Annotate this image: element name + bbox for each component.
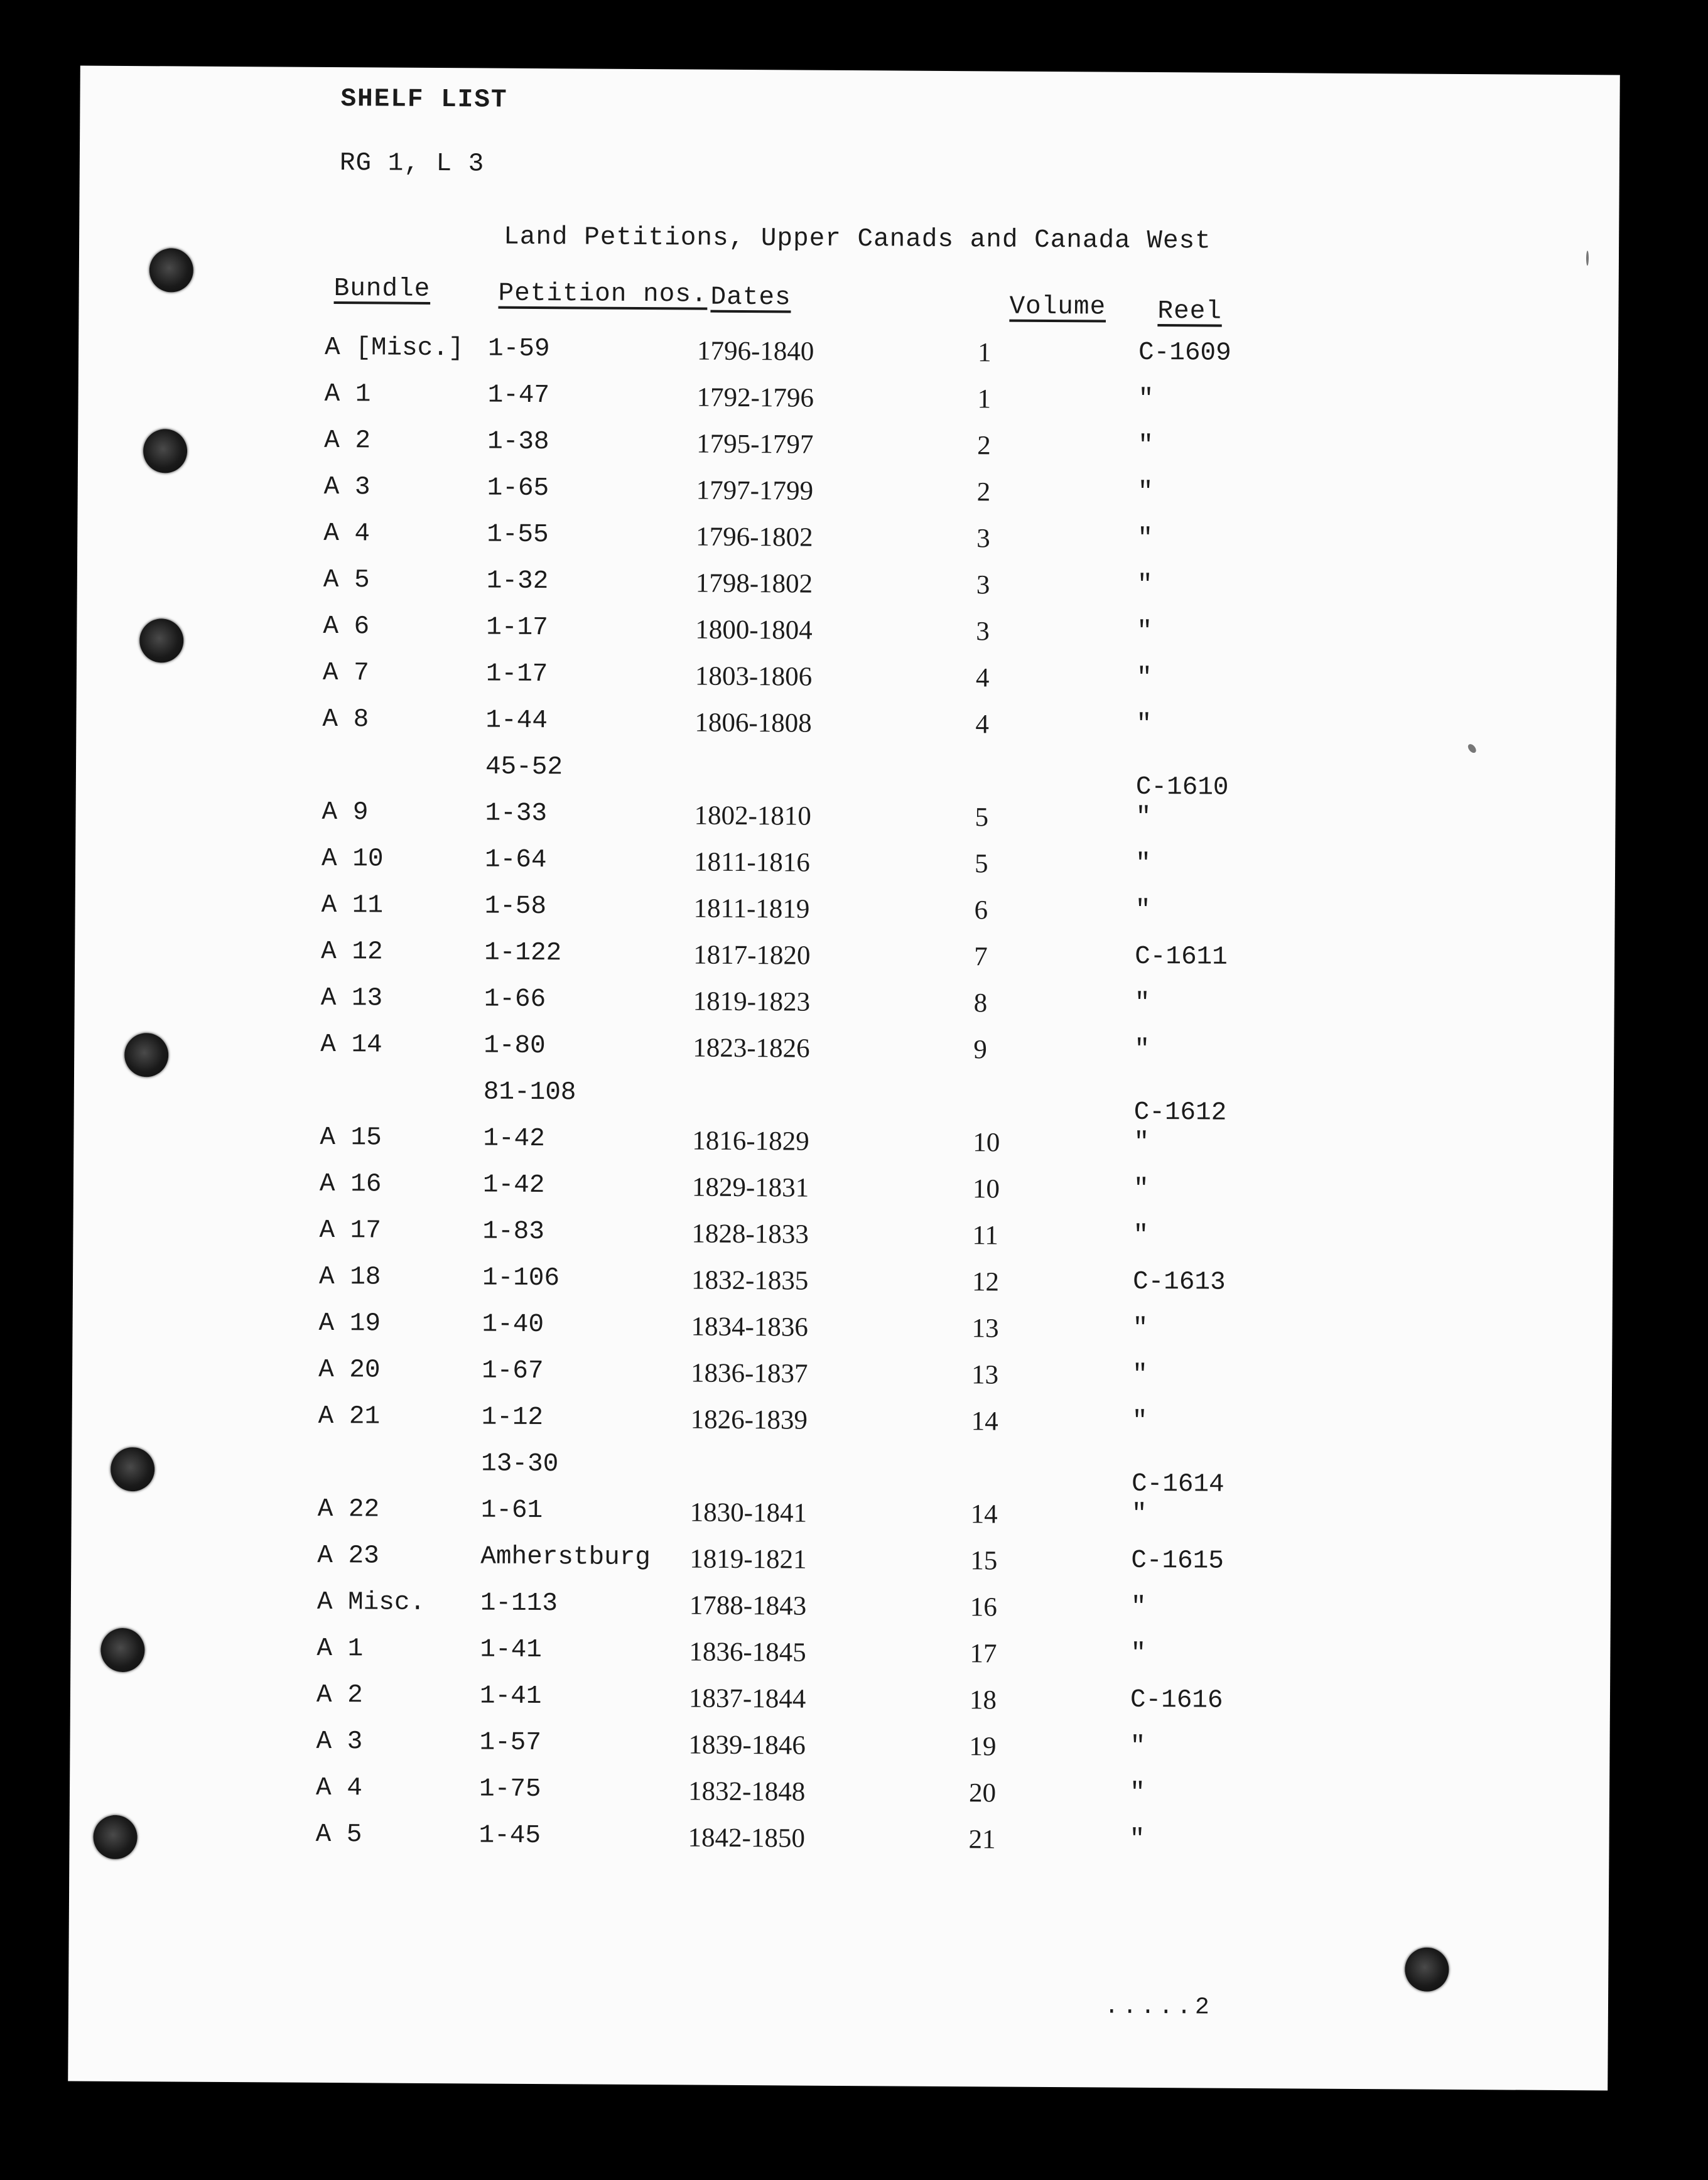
volume-cell: 13: [971, 1314, 999, 1344]
volume-cell: 16: [970, 1592, 997, 1622]
column-header-volume: Volume: [1009, 292, 1106, 322]
reel-cell: ": [1136, 663, 1152, 693]
bundle-cell: A 5: [315, 1820, 362, 1850]
reel-cell: ": [1135, 849, 1151, 878]
bundle-cell: A 20: [318, 1355, 381, 1385]
volume-cell: 3: [976, 524, 990, 554]
dates-cell: 1796-1840: [696, 336, 814, 367]
reel-cell: ": [1137, 524, 1154, 553]
bundle-cell: A 2: [324, 426, 371, 456]
petition-cell: 1-17: [486, 613, 548, 643]
dates-cell: 1823-1826: [693, 1033, 810, 1064]
page-continuation-marker: .....2: [1104, 1993, 1213, 2021]
petition-cell: Amherstburg: [480, 1542, 651, 1573]
petition-cell: 81-108: [483, 1077, 576, 1108]
petition-cell: 13-30: [481, 1449, 559, 1479]
petition-cell: 1-38: [487, 427, 549, 457]
volume-cell: 1: [977, 384, 992, 414]
ink-speck: [1586, 251, 1589, 266]
dates-cell: 1817-1820: [693, 940, 811, 971]
bundle-cell: A 9: [322, 797, 369, 828]
bundle-cell: A 6: [323, 612, 370, 642]
volume-cell: 13: [971, 1360, 999, 1390]
reel-cell: ": [1130, 1732, 1146, 1761]
bundle-cell: A 12: [321, 937, 383, 967]
reel-cell: ": [1137, 617, 1153, 646]
petition-cell: 1-61: [480, 1496, 543, 1526]
dates-cell: 1796-1802: [696, 522, 813, 553]
petition-cell: 1-75: [478, 1774, 541, 1805]
petition-cell: 1-32: [486, 566, 549, 596]
petition-cell: 1-113: [480, 1589, 558, 1619]
volume-cell: 3: [976, 617, 990, 647]
reel-cell: ": [1129, 1778, 1145, 1808]
bundle-cell: A [Misc.]: [324, 333, 464, 364]
dates-cell: 1803-1806: [695, 661, 813, 692]
reel-cell: ": [1134, 988, 1150, 1018]
dates-cell: 1837-1844: [688, 1683, 806, 1714]
bundle-cell: A 13: [320, 983, 383, 1013]
bundle-cell: A 7: [322, 658, 369, 688]
bundle-cell: A 23: [317, 1541, 379, 1571]
reel-cell: C-1615: [1131, 1546, 1224, 1576]
dates-cell: 1830-1841: [689, 1497, 808, 1528]
dates-cell: 1795-1797: [696, 429, 814, 460]
reel-cell: C-1614: [1131, 1469, 1224, 1499]
volume-cell: 6: [974, 895, 988, 925]
dates-cell: 1819-1821: [689, 1544, 807, 1575]
bundle-cell: A 16: [319, 1169, 382, 1199]
volume-cell: 2: [977, 431, 991, 461]
volume-cell: 14: [971, 1406, 998, 1437]
reel-cell: ": [1131, 1499, 1147, 1529]
bundle-cell: A 15: [320, 1123, 382, 1153]
petition-cell: 1-41: [479, 1681, 542, 1712]
petition-cell: 1-55: [487, 520, 549, 550]
bundle-cell: A 19: [318, 1309, 381, 1339]
volume-cell: 20: [968, 1778, 997, 1808]
dates-cell: 1800-1804: [695, 615, 813, 645]
column-header-petition-nos: Petition nos.: [498, 279, 708, 310]
petition-cell: 1-40: [482, 1310, 544, 1340]
petition-cell: 1-42: [482, 1170, 545, 1201]
dates-cell: 1802-1810: [694, 801, 812, 831]
dates-cell: 1842-1850: [688, 1823, 806, 1854]
reel-cell: ": [1132, 1314, 1149, 1343]
petition-cell: 1-45: [478, 1821, 541, 1851]
volume-cell: 15: [970, 1546, 998, 1576]
reel-cell: ": [1132, 1406, 1148, 1436]
volume-cell: 5: [975, 802, 989, 833]
dates-cell: 1816-1829: [692, 1126, 809, 1157]
record-group-label: RG 1, L 3: [339, 149, 485, 179]
dates-cell: 1811-1816: [693, 847, 810, 878]
dates-cell: 1834-1836: [691, 1312, 809, 1342]
volume-cell: 12: [971, 1267, 1000, 1297]
dates-cell: 1836-1845: [689, 1637, 806, 1668]
dates-cell: 1806-1808: [695, 708, 812, 738]
reel-cell: ": [1129, 1825, 1145, 1854]
petition-cell: 1-17: [485, 659, 548, 689]
petition-cell: 1-12: [481, 1403, 544, 1433]
bundle-cell: A 11: [321, 890, 384, 920]
volume-cell: 1: [977, 338, 992, 368]
bundle-cell: A 4: [315, 1773, 363, 1803]
volume-cell: 17: [970, 1639, 997, 1669]
bundle-cell: A 2: [316, 1680, 363, 1710]
petition-cell: 1-57: [479, 1728, 542, 1758]
reel-cell: ": [1138, 431, 1154, 460]
volume-cell: 9: [973, 1035, 987, 1065]
bundle-cell: A 18: [318, 1262, 381, 1292]
bundle-cell: A 5: [323, 565, 370, 595]
dates-cell: 1797-1799: [696, 475, 814, 506]
dates-cell: 1788-1843: [689, 1590, 807, 1621]
volume-cell: 14: [970, 1499, 998, 1530]
reel-cell: C-1609: [1138, 338, 1231, 368]
dates-cell: 1819-1823: [693, 986, 811, 1017]
bundle-cell: A 1: [324, 379, 371, 409]
dates-cell: 1792-1796: [696, 382, 814, 413]
volume-cell: 19: [969, 1732, 997, 1762]
dates-cell: 1832-1835: [691, 1265, 809, 1296]
dates-cell: 1836-1837: [690, 1358, 808, 1389]
reel-cell: ": [1133, 1221, 1149, 1250]
bundle-cell: A 10: [321, 844, 384, 874]
bundle-cell: A 22: [317, 1494, 380, 1524]
reel-cell: C-1610: [1135, 772, 1229, 802]
volume-cell: 10: [973, 1128, 1000, 1158]
column-header-dates: Dates: [710, 283, 791, 313]
volume-cell: 18: [969, 1685, 997, 1715]
volume-cell: 7: [974, 942, 988, 972]
petition-cell: 1-80: [484, 1031, 546, 1061]
bundle-cell: A 1: [316, 1634, 364, 1664]
reel-cell: ": [1133, 1128, 1150, 1157]
bundle-cell: A 17: [319, 1216, 382, 1246]
punch-hole: [149, 248, 193, 292]
punch-hole: [1405, 1947, 1449, 1991]
dates-cell: 1839-1846: [688, 1730, 806, 1761]
petition-cell: 1-67: [481, 1356, 544, 1386]
bundle-cell: A 21: [318, 1401, 381, 1432]
volume-cell: 8: [973, 988, 988, 1018]
petition-cell: 1-59: [487, 334, 550, 364]
reel-cell: ": [1132, 1360, 1148, 1389]
bundle-cell: A 8: [322, 704, 369, 735]
dates-cell: 1826-1839: [690, 1405, 808, 1435]
reel-cell: ": [1137, 477, 1154, 507]
bundle-cell: A 3: [316, 1727, 363, 1757]
shelf-list-heading: SHELF LIST: [340, 85, 508, 115]
volume-cell: 2: [976, 477, 991, 507]
reel-cell: ": [1138, 384, 1154, 414]
petition-cell: 1-58: [484, 892, 547, 922]
dates-cell: 1798-1802: [695, 568, 813, 599]
petition-cell: 1-42: [483, 1124, 545, 1154]
bundle-cell: A 3: [323, 472, 370, 502]
petition-cell: 1-33: [485, 799, 548, 829]
reel-cell: ": [1133, 1174, 1149, 1204]
volume-cell: 4: [975, 710, 990, 740]
bundle-cell: A 14: [320, 1030, 382, 1060]
document-title: Land Petitions, Upper Canads and Canada West: [504, 222, 1211, 256]
volume-cell: 10: [972, 1174, 1000, 1204]
petition-cell: 1-66: [484, 985, 546, 1015]
volume-cell: 5: [974, 849, 988, 879]
petition-cell: 1-64: [484, 845, 547, 875]
petition-cell: 1-83: [482, 1217, 545, 1247]
petition-cell: 1-44: [485, 706, 548, 736]
reel-cell: ": [1135, 802, 1152, 832]
petition-cell: 1-65: [487, 473, 549, 504]
document-page: [68, 66, 1620, 2091]
volume-cell: 4: [975, 663, 990, 693]
bundle-cell: A Misc.: [316, 1587, 426, 1617]
reel-cell: C-1612: [1133, 1098, 1227, 1128]
petition-cell: 45-52: [485, 752, 563, 782]
volume-cell: 11: [972, 1221, 999, 1251]
reel-cell: ": [1137, 570, 1153, 600]
petition-cell: 1-41: [480, 1635, 542, 1665]
bundle-cell: A 4: [323, 519, 370, 549]
column-header-reel: Reel: [1157, 297, 1223, 326]
volume-cell: 3: [976, 570, 990, 600]
volume-cell: 21: [968, 1825, 996, 1855]
reel-cell: C-1613: [1132, 1267, 1226, 1297]
reel-cell: ": [1135, 895, 1151, 925]
petition-cell: 1-106: [482, 1263, 560, 1293]
dates-cell: 1828-1833: [691, 1219, 809, 1249]
column-header-bundle: Bundle: [333, 274, 431, 304]
table-row: [69, 1818, 1609, 1874]
reel-cell: C-1616: [1130, 1685, 1223, 1715]
reel-cell: C-1611: [1135, 942, 1228, 972]
petition-cell: 1-122: [484, 938, 562, 968]
reel-cell: ": [1136, 710, 1152, 739]
dates-cell: 1811-1819: [693, 893, 810, 924]
dates-cell: 1832-1848: [688, 1776, 806, 1807]
reel-cell: ": [1130, 1639, 1147, 1668]
dates-cell: 1829-1831: [691, 1172, 809, 1203]
reel-cell: ": [1130, 1592, 1147, 1622]
reel-cell: ": [1134, 1035, 1150, 1064]
petition-cell: 1-47: [487, 380, 550, 411]
